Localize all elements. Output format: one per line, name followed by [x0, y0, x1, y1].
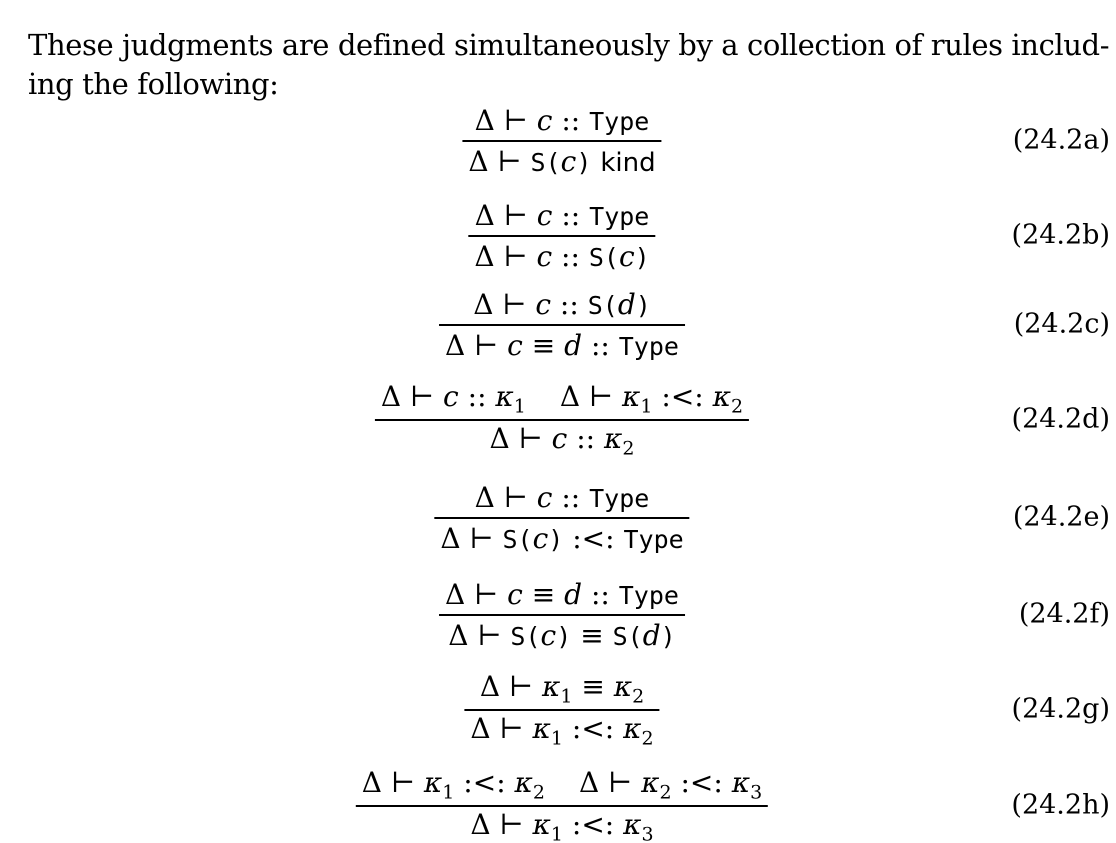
rule-label: (24.2a) [1012, 124, 1110, 156]
rule-conclusion-row [464, 807, 659, 843]
rule-premise: Δ ⊢ c :: $\kappa_1$ [380, 380, 526, 418]
rule-label: (24.2c) [1013, 308, 1110, 340]
rule-premise: Δ ⊢ c :: S(d) [473, 287, 651, 321]
rule-premise: Δ ⊢ $\kappa_1 \equiv \kappa_2$ [479, 670, 645, 708]
rule-fraction [468, 196, 655, 276]
rule-fraction [439, 575, 685, 655]
rule-fraction [464, 670, 659, 750]
rule-premise: Δ ⊢ $\kappa_1$ :<: $\kappa_2$ [559, 380, 744, 418]
rule-label: (24.2b) [1011, 219, 1110, 251]
rule-fraction [375, 380, 749, 460]
rule-premises [469, 478, 656, 517]
rule-conclusion: Δ ⊢ S(c) :<: Type [440, 522, 684, 555]
rule-conclusion: Δ ⊢ S(c) kind [468, 145, 656, 178]
rule-conclusion-row [484, 421, 641, 460]
intro-paragraph [28, 26, 1110, 104]
rule-fraction [439, 285, 685, 365]
rule-premise: Δ ⊢ c :: Type [474, 480, 650, 514]
rule-conclusion: Δ ⊢ $\kappa_1$ :<: $\kappa_3$ [470, 807, 654, 843]
rule-premises [375, 380, 749, 419]
rule-fraction [434, 478, 689, 558]
rule-premises [474, 670, 650, 709]
rule-label: (24.2d) [1011, 403, 1110, 435]
rule-fraction [462, 101, 661, 181]
rule-conclusion-row [462, 142, 661, 181]
rule-premises [469, 196, 656, 235]
rule-conclusion-row [439, 326, 685, 365]
rule-fraction [356, 766, 768, 843]
rule-conclusion: Δ ⊢ S(c) ≡ S(d) [448, 619, 676, 652]
rule-premise: Δ ⊢ c :: Type [474, 103, 650, 137]
rule-conclusion-row [464, 711, 659, 750]
rule-premises [439, 575, 685, 614]
rule-conclusion-row [434, 519, 689, 558]
rule-conclusion: Δ ⊢ c :: S(c) [474, 240, 650, 273]
rule-premise: Δ ⊢ c ≡ d :: Type [445, 577, 679, 611]
rule-label: (24.2e) [1012, 501, 1110, 533]
rule-conclusion-row [442, 616, 681, 655]
rule-premise: Δ ⊢ $\kappa_2$ :<: $\kappa_3$ [579, 766, 763, 804]
rule-premises [356, 766, 768, 805]
rule-label: (24.2f) [1018, 598, 1110, 630]
rule-label: (24.2h) [1011, 789, 1110, 821]
intro-line-1: These judgments are defined simultaneously by a collection of rules includ- [28, 28, 1110, 62]
rule-conclusion: Δ ⊢ c ≡ d :: Type [445, 329, 679, 362]
rule-premise: Δ ⊢ $\kappa_1$ :<: $\kappa_2$ [361, 766, 545, 804]
rule-label: (24.2g) [1011, 693, 1110, 725]
intro-line-2: ing the following: [28, 67, 279, 101]
rule-premises [469, 101, 656, 140]
rule-premises [467, 285, 657, 324]
rule-premise: Δ ⊢ c :: Type [474, 198, 650, 232]
rule-conclusion: Δ ⊢ c :: $\kappa_2$ [489, 421, 635, 460]
rule-conclusion-row [468, 237, 655, 276]
rule-conclusion: Δ ⊢ $\kappa_1$ :<: $\kappa_2$ [470, 711, 654, 750]
